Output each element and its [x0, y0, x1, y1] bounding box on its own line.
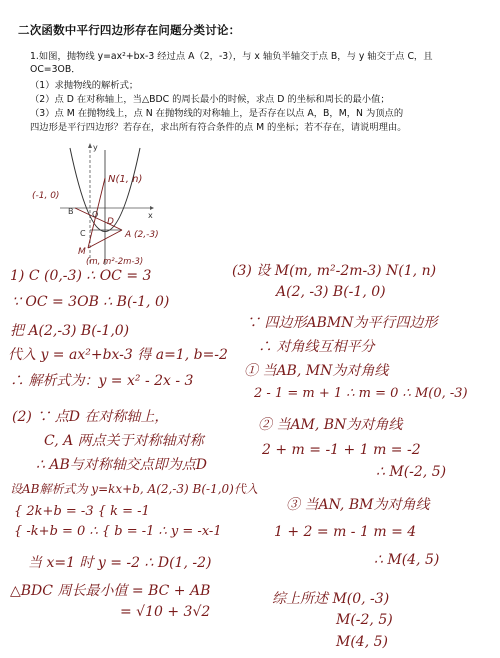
left-line-2: ∵ OC = 3OB ∴ B(-1, 0): [12, 294, 170, 310]
left-line-9: 设AB解析式为 y=kx+b, A(2,-3) B(-1,0)代入: [10, 482, 258, 496]
left-line-7: C, A 两点关于对称轴对称: [44, 433, 204, 449]
left-line-13: △BDC 周长最小值 = BC + AB: [10, 583, 211, 599]
label-a: A (2,-3): [125, 230, 159, 240]
right-line-6: 2 - 1 = m + 1 ∴ m = 0 ∴ M(0, -3): [254, 386, 468, 401]
left-line-10: { 2k+b = -3 { k = -1: [14, 504, 150, 519]
right-line-7: ② 当AM, BN为对角线: [258, 417, 403, 433]
left-line-5: ∴ 解析式为：y = x² - 2x - 3: [10, 373, 194, 389]
right-line-13: 综上所述 M(0, -3): [272, 591, 390, 607]
left-line-6: (2) ∵ 点D 在对称轴上，: [12, 409, 169, 425]
label-m-coord: (m, m²-2m-3): [86, 257, 144, 267]
left-line-1: 1) C (0,-3) ∴ OC = 3: [10, 268, 152, 284]
left-line-4: 代入 y = ax²+bx-3 得 a=1, b=-2: [8, 347, 228, 363]
label-n: N(1, n): [108, 174, 143, 185]
label-origin: O: [92, 210, 99, 219]
question-2: （2）点 D 在对称轴上，当△BDC 的周长最小的时候，求点 D 的坐标和周长的最小值；: [30, 94, 390, 105]
problem-intro-line1: 1.如图，抛物线 y=ax²+bx-3 经过点 A（2，-3），与 x 轴负半轴交于点 B，与 y 轴交于点 C，且: [30, 51, 433, 62]
left-line-3: 把 A(2,-3) B(-1,0): [10, 323, 130, 339]
right-line-15: M(4, 5): [336, 634, 388, 650]
right-line-2: A(2, -3) B(-1, 0): [276, 284, 386, 300]
label-y: y: [93, 143, 98, 152]
right-line-8: 2 + m = -1 + 1 m = -2: [262, 442, 421, 458]
left-line-14: = √10 + 3√2: [120, 604, 211, 620]
y-axis-arrow: [88, 143, 92, 148]
x-axis-arrow: [150, 206, 154, 210]
right-line-1: (3) 设 M(m, m²-2m-3) N(1, n): [232, 263, 437, 279]
label-m: M: [78, 247, 86, 257]
question-3-line1: （3）点 M 在抛物线上，点 N 在抛物线的对称轴上，是否存在以点 A，B，M，N 为顶点的: [30, 108, 404, 119]
right-line-9: ∴ M(-2, 5): [376, 464, 447, 480]
right-line-4: ∴ 对角线互相平分: [258, 339, 375, 355]
label-b: B: [68, 207, 74, 216]
label-c: C: [80, 229, 86, 238]
problem-intro-line2: OC=3OB．: [30, 64, 81, 75]
right-line-14: M(-2, 5): [336, 612, 393, 628]
segment-ba: [75, 208, 122, 230]
label-b-coord: (-1, 0): [32, 191, 60, 201]
right-line-12: ∴ M(4, 5): [374, 552, 440, 568]
right-line-5: ① 当AB, MN为对角线: [244, 363, 389, 379]
left-line-12: 当 x=1 时 y = -2 ∴ D(1, -2): [28, 555, 212, 571]
right-line-10: ③ 当AN, BM为对角线: [286, 497, 430, 513]
question-3-line2: 四边形是平行四边形？若存在，求出所有符合条件的点 M 的坐标；若不存在，请说明理由。: [30, 122, 407, 133]
label-x: x: [148, 211, 153, 220]
page-title: 二次函数中平行四边形存在问题分类讨论：: [18, 23, 241, 37]
label-d: D: [107, 217, 114, 227]
question-1: （1）求抛物线的解析式；: [30, 80, 139, 91]
right-line-11: 1 + 2 = m - 1 m = 4: [274, 524, 417, 540]
right-line-3: ∵ 四边形ABMN为平行四边形: [246, 315, 438, 331]
left-line-8: ∴ AB与对称轴交点即为点D: [36, 457, 207, 473]
parabola-sketch: [30, 140, 190, 270]
left-line-11: { -k+b = 0 ∴ { b = -1 ∴ y = -x-1: [14, 524, 222, 539]
